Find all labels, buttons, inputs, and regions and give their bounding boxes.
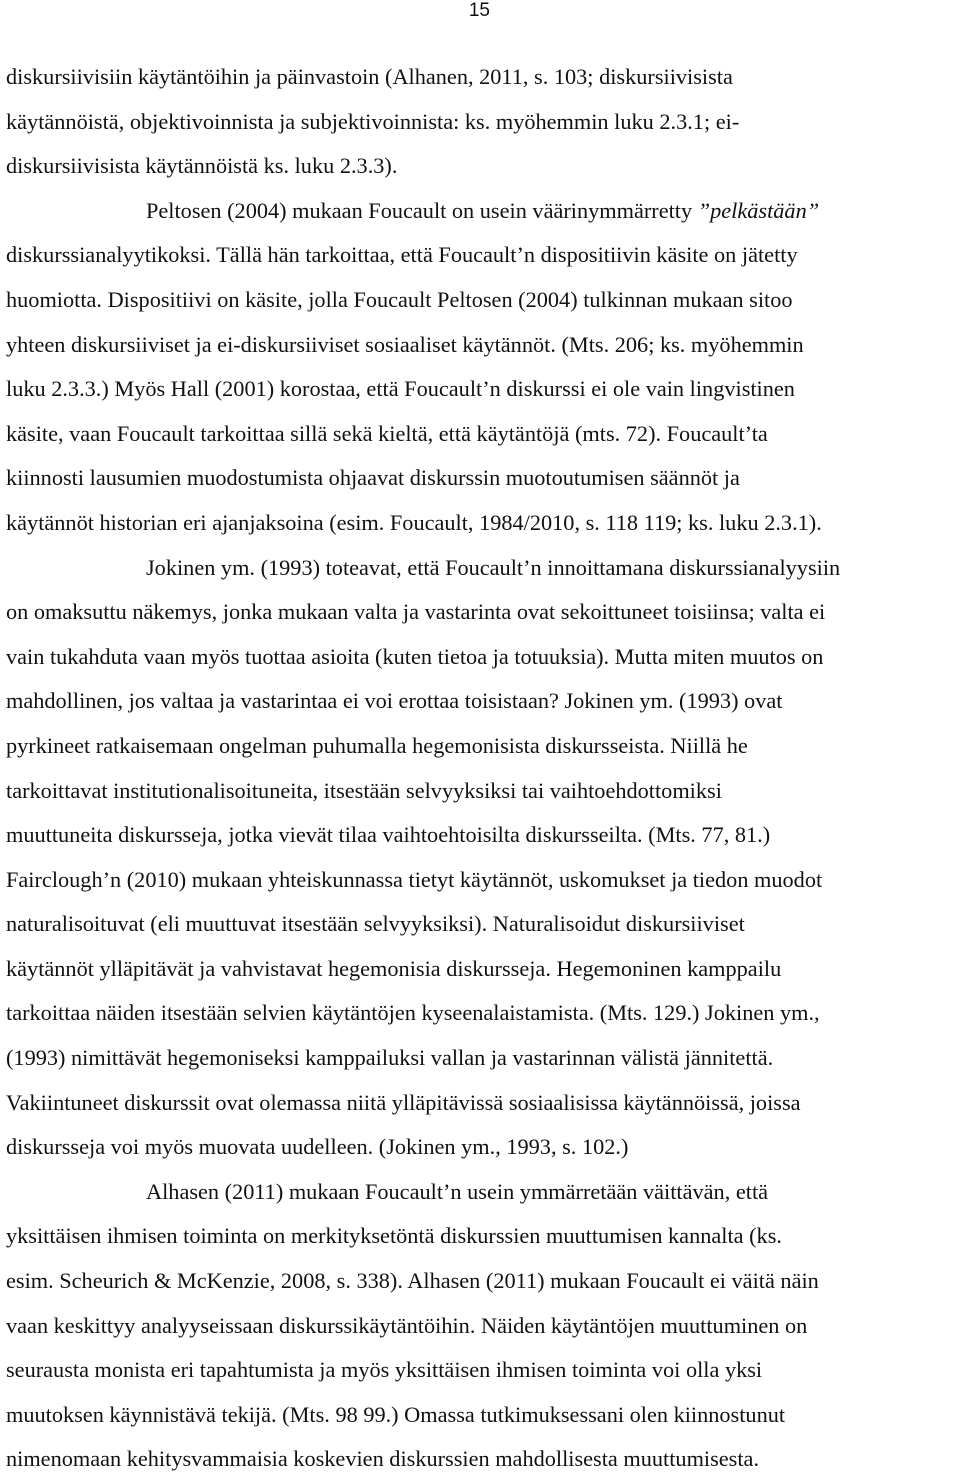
body-text — [6, 55, 960, 1482]
text-line-content: muutoksen käynnistävä tekijä. (Mts. 98 99.) Omassa tutkimuksessani olen kiinnostunut — [6, 1401, 786, 1427]
text-line-content: vaan keskittyy analyyseissaan diskurssikäytäntöihin. Näiden käytäntöjen muuttuminen on — [6, 1312, 808, 1338]
text-line — [6, 1125, 960, 1170]
text-line-content: käytännöistä, objektivoinnista ja subjektivoinnista: ks. myöhemmin luku 2.3.1; ei- — [6, 108, 740, 134]
text-line-content: yhteen diskursiiviset ja ei-diskursiiviset sosiaaliset käytännöt. (Mts. 206; ks. myöhemmin — [6, 331, 804, 357]
text-line — [6, 991, 960, 1036]
text-line — [6, 233, 960, 278]
text-line-content: kiinnosti lausumien muodostumista ohjaavat diskurssin muotoutumisen säännöt ja — [6, 465, 740, 491]
text-line-content: seurausta monista eri tapahtumista ja myös yksittäisen ihmisen toiminta voi olla yksi — [6, 1357, 763, 1383]
text-line-content: käytännöt ylläpitävät ja vahvistavat hegemonisia diskursseja. Hegemoninen kamppailu — [6, 955, 782, 981]
text-line-content: naturalisoituvat (eli muuttuvat itsestään selvyyksiksi). Naturalisoidut diskursiiviset — [6, 911, 745, 937]
text-line-content: Peltosen (2004) mukaan Foucault on usein väärinymmärretty — [146, 197, 698, 223]
text-line — [6, 1214, 960, 1259]
text-line — [6, 813, 960, 858]
text-line — [6, 1437, 960, 1482]
text-line — [6, 55, 960, 100]
text-line — [6, 902, 960, 947]
text-line-content: Fairclough’n (2010) mukaan yhteiskunnassa tietyt käytännöt, uskomukset ja tiedon muodot — [6, 866, 823, 892]
text-line — [6, 858, 960, 903]
text-line-content: mahdollinen, jos valtaa ja vastarintaa ei voi erottaa toisistaan? Jokinen ym. (1993) ovat — [6, 688, 783, 714]
text-line — [6, 367, 960, 412]
text-line-content: Alhasen (2011) mukaan Foucault’n usein ymmärretään väittävän, että — [146, 1178, 769, 1204]
text-line-content: diskurssianalyytikoksi. Tällä hän tarkoittaa, että Foucault’n dispositiivin käsite on jätetty — [6, 242, 798, 268]
text-line — [6, 1170, 960, 1215]
text-line — [6, 278, 960, 323]
text-line-content: diskursiivisista käytännöistä ks. luku 2.3.3). — [6, 153, 398, 179]
text-line-content: vain tukahduta vaan myös tuottaa asioita (kuten tietoa ja totuuksia). Mutta miten muutos on — [6, 643, 824, 669]
text-line-content: esim. Scheurich & McKenzie, 2008, s. 338). Alhasen (2011) mukaan Foucault ei väitä näin — [6, 1268, 819, 1294]
text-line — [6, 590, 960, 635]
text-line — [6, 1036, 960, 1081]
text-line-content: tarkoittavat institutionalisoituneita, itsestään selvyyksiksi tai vaihtoehdottomiksi — [6, 777, 722, 803]
text-line-content: diskursseja voi myös muovata uudelleen. (Jokinen ym., 1993, s. 102.) — [6, 1134, 629, 1160]
text-line-content: luku 2.3.3.) Myös Hall (2001) korostaa, että Foucault’n diskurssi ei ole vain lingvistinen — [6, 376, 795, 402]
text-line — [6, 1348, 960, 1393]
text-line-content: (1993) nimittävät hegemoniseksi kamppailuksi vallan ja vastarinnan välistä jännitettä. — [6, 1045, 774, 1071]
text-line — [6, 100, 960, 145]
text-line — [6, 1081, 960, 1126]
text-line — [6, 144, 960, 189]
text-line-content: yksittäisen ihmisen toiminta on merkityksetöntä diskurssien muuttumisen kannalta (ks. — [6, 1223, 782, 1249]
text-line-content: käytännöt historian eri ajanjaksoina (esim. Foucault, 1984/2010, s. 118 119; ks. luku 2.3.1). — [6, 509, 822, 535]
text-line — [6, 1304, 960, 1349]
text-line-content: nimenomaan kehitysvammaisia koskevien diskurssien mahdollisesta muuttumisesta. — [6, 1446, 760, 1472]
text-line-content: käsite, vaan Foucault tarkoittaa sillä sekä kieltä, että käytäntöjä (mts. 72). Foucault’ta — [6, 420, 768, 446]
text-line — [6, 635, 960, 680]
text-line — [6, 724, 960, 769]
text-line — [6, 769, 960, 814]
text-line — [6, 456, 960, 501]
text-line-content: tarkoittaa näiden itsestään selvien käytäntöjen kyseenalaistamista. (Mts. 129.) Jokinen ym., — [6, 1000, 820, 1026]
text-line — [6, 947, 960, 992]
text-line-content: huomiotta. Dispositiivi on käsite, jolla Foucault Peltosen (2004) tulkinnan mukaan sitoo — [6, 286, 793, 312]
text-line — [6, 323, 960, 368]
text-line — [6, 546, 960, 591]
text-line-content: pyrkineet ratkaisemaan ongelman puhumalla hegemonisista diskursseista. Niillä he — [6, 732, 748, 758]
text-line — [6, 1393, 960, 1438]
text-line — [6, 412, 960, 457]
text-line-content: on omaksuttu näkemys, jonka mukaan valta ja vastarinta ovat sekoittuneet toisiinsa; valta ei — [6, 599, 826, 625]
text-line — [6, 1259, 960, 1304]
text-line — [6, 679, 960, 724]
text-line-content: Jokinen ym. (1993) toteavat, että Foucault’n innoittamana diskurssianalyysiin — [146, 554, 841, 580]
text-line — [6, 501, 960, 546]
text-line — [6, 189, 960, 234]
emphasized-text: ”pelkästään” — [697, 197, 820, 223]
text-line-content: Vakiintuneet diskurssit ovat olemassa niitä ylläpitävissä sosiaalisissa käytännöissä, joissa — [6, 1089, 801, 1115]
page-number: 15 — [468, 0, 490, 21]
text-line-content: diskursiivisiin käytäntöihin ja päinvastoin (Alhanen, 2011, s. 103; diskursiivisista — [6, 64, 733, 89]
text-line-content: muuttuneita diskursseja, jotka vievät tilaa vaihtoehtoisilta diskursseilta. (Mts. 77, 81.) — [6, 822, 771, 848]
